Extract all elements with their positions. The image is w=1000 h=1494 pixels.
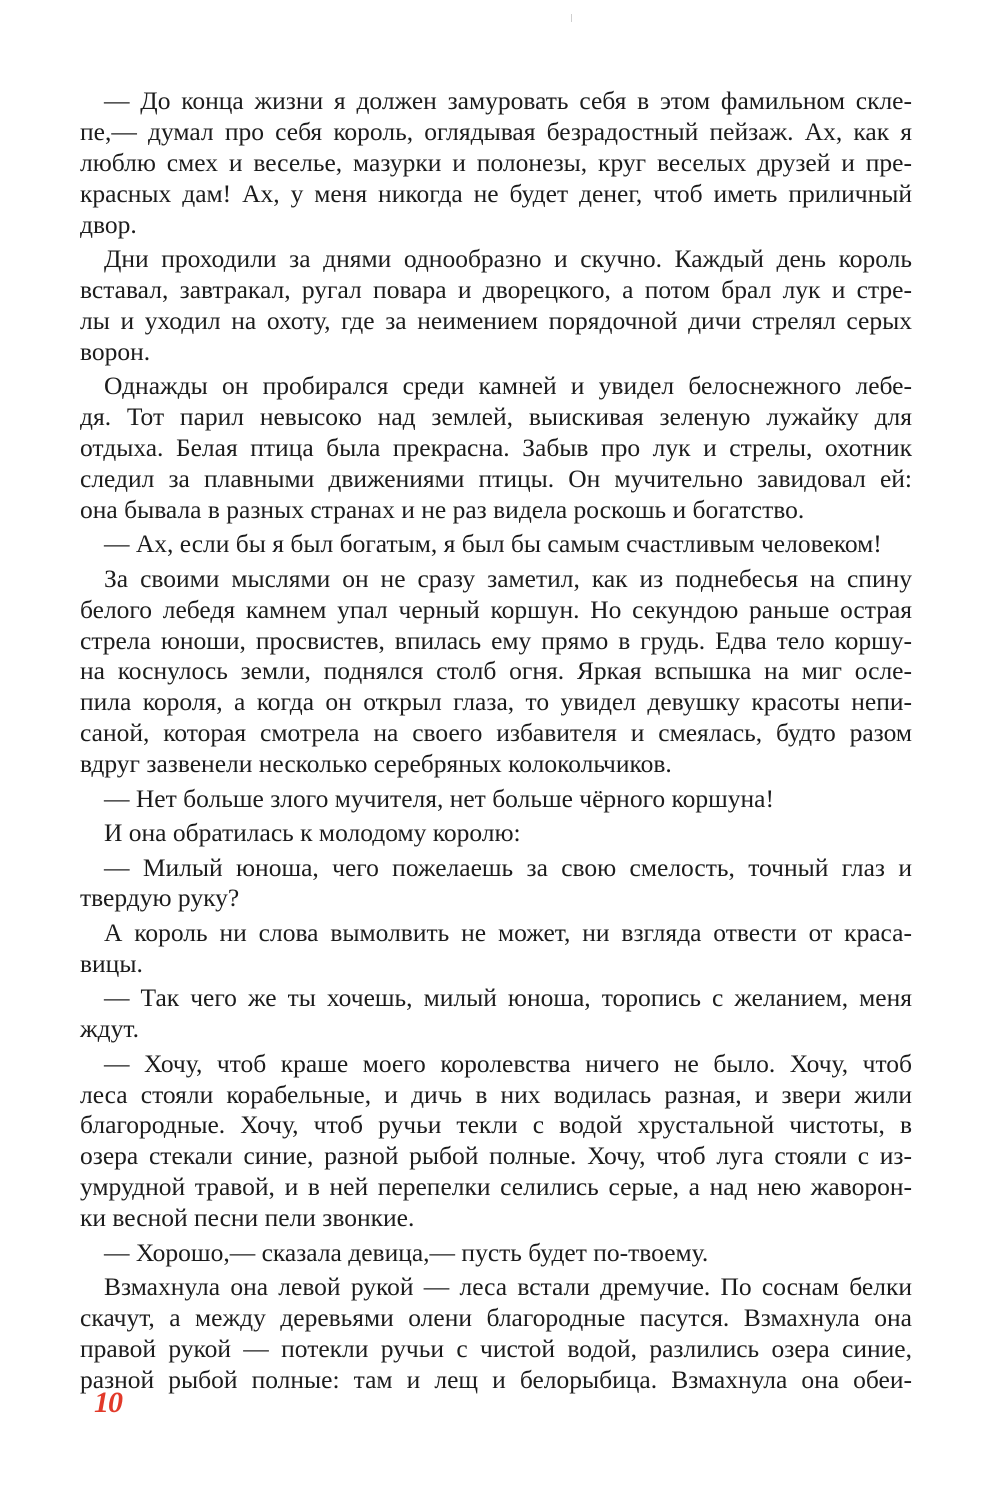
text-line: благородные. Хочу, чтоб ручьи текли с водой хрустальной чистоты, в	[80, 1110, 912, 1140]
paragraph	[80, 784, 912, 815]
text-line: лы и уходил на охоту, где за неимением порядочной дичи стрелял серых	[80, 305, 912, 335]
text-line: пила короля, а когда он открыл глаза, то увидел девушку красоты непи-	[80, 687, 912, 717]
paragraph	[80, 818, 912, 849]
text-line: следил за плавными движениями птицы. Он мучительно завидовал ей:	[80, 463, 912, 493]
page-number: 10	[94, 1386, 122, 1419]
paragraph	[80, 86, 912, 240]
text-line: вдруг зазвенели несколько серебряных колокольчиков.	[80, 749, 672, 779]
text-line: белого лебедя камнем упал черный коршун. Но секундою раньше острая	[80, 594, 912, 624]
paragraph	[80, 529, 912, 560]
text-line: саной, которая смотрела на своего избавителя и смеялась, будто разом	[80, 718, 912, 748]
paragraph	[80, 564, 912, 780]
text-line: разной рыбой полные: там и лещ и белорыбица. Взмахнула она обеи-	[80, 1364, 912, 1394]
text-line: — До конца жизни я должен замуровать себя в этом фамильном скле-	[104, 86, 912, 115]
text-line: — Милый юноша, чего пожелаешь за свою смелость, точный глаз и	[104, 852, 912, 882]
text-line: правой рукой — потекли ручьи с чистой водой, разлились озера синие,	[80, 1333, 912, 1363]
scan-mark	[571, 14, 572, 22]
text-line: люблю смех и веселье, мазурки и полонезы, круг веселых друзей и пре-	[80, 147, 912, 177]
paragraph	[80, 918, 912, 980]
text-line: — Так чего же ты хочешь, милый юноша, торопись с желанием, меня	[104, 983, 912, 1013]
text-line: И она обратилась к молодому королю:	[104, 818, 521, 848]
text-line: стрела юноши, просвистев, впилась ему прямо в грудь. Едва тело коршу-	[80, 625, 912, 655]
text-line: ждут.	[80, 1014, 139, 1044]
paragraph	[80, 1049, 912, 1234]
text-line: твердую руку?	[80, 883, 240, 913]
paragraph	[80, 371, 912, 525]
text-line: дя. Тот парил невысоко над землей, выискивая зеленую лужайку для	[80, 402, 912, 432]
paragraph	[80, 1272, 912, 1396]
text-line: — Хорошо,— сказала девица,— пусть будет по-твоему.	[104, 1237, 709, 1267]
text-line: умрудной травой, и в ней перепелки селились серые, а над нею жаворон-	[80, 1172, 912, 1202]
text-line: на коснулось земли, поднялся столб огня. Яркая вспышка на миг осле-	[80, 656, 912, 686]
text-line: вицы.	[80, 948, 143, 978]
text-line: — Нет больше злого мучителя, нет больше чёрного коршуна!	[104, 783, 774, 813]
text-line: озера стекали синие, разной рыбой полные. Хочу, чтоб луга стояли с из-	[80, 1141, 912, 1171]
text-line: Дни проходили за днями однообразно и скучно. Каждый день король	[104, 244, 912, 274]
text-line: леса стояли корабельные, и дичь в них водилась разная, и звери жили	[80, 1079, 912, 1109]
text-line: красных дам! Ах, у меня никогда не будет денег, чтоб иметь приличный	[80, 178, 912, 208]
text-line: — Хочу, чтоб краше моего королевства ничего не было. Хочу, чтоб	[104, 1048, 912, 1078]
text-line: двор.	[80, 209, 137, 239]
text-line: Однажды он пробирался среди камней и увидел белоснежного лебе-	[104, 371, 912, 401]
text-line: ворон.	[80, 336, 151, 366]
body-text	[80, 86, 912, 1399]
paragraph	[80, 983, 912, 1045]
paragraph	[80, 244, 912, 368]
paragraph	[80, 1238, 912, 1269]
paragraph	[80, 853, 912, 915]
text-line: За своими мыслями он не сразу заметил, как из поднебесья на спину	[104, 563, 912, 593]
text-line: Взмахнула она левой рукой — леса встали дремучие. По соснам белки	[104, 1272, 912, 1302]
text-line: вставал, завтракал, ругал повара и дворецкого, а потом брал лук и стре-	[80, 274, 912, 304]
text-line: она бывала в разных странах и не раз видела роскошь и богатство.	[80, 494, 805, 524]
text-line: А король ни слова вымолвить не может, ни взгляда отвести от краса-	[104, 917, 912, 947]
text-line: — Ах, если бы я был богатым, я был бы самым счастливым человеком!	[104, 529, 882, 559]
text-line: отдыха. Белая птица была прекрасна. Забыв про лук и стрелы, охотник	[80, 432, 912, 462]
text-line: пе,— думал про себя король, оглядывая безрадостный пейзаж. Ах, как я	[80, 116, 912, 146]
text-line: ки весной песни пели звонкие.	[80, 1203, 415, 1233]
text-line: скачут, а между деревьями олени благородные пасутся. Взмахнула она	[80, 1302, 912, 1332]
